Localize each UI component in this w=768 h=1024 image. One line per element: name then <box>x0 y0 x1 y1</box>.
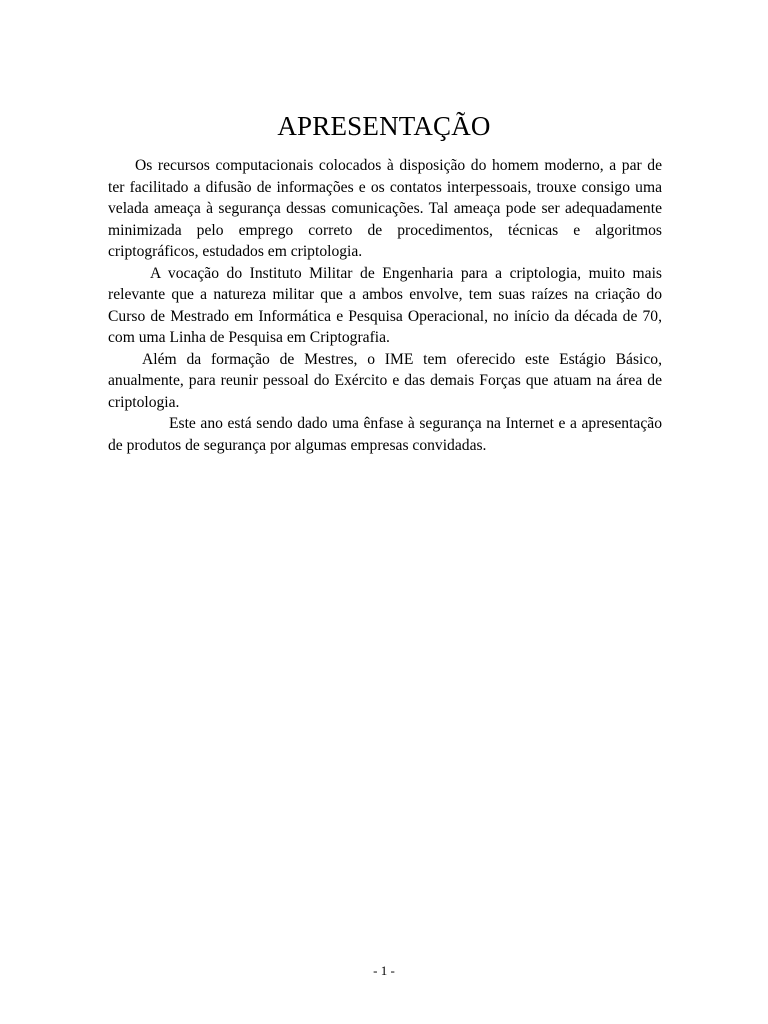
paragraph-1: Os recursos computacionais colocados à disposição do homem moderno, a par de ter facilitado a difusão de informações e os contatos interpessoais, trouxe consigo uma velada ameaça à segurança dessas comunicações. Tal ameaça pode ser adequadamente minimizada pelo emprego correto de procedimentos, técnicas e algoritmos criptográficos, estudados em criptologia. <box>108 157 662 260</box>
paragraph-3: Além da formação de Mestres, o IME tem oferecido este Estágio Básico, anualmente, para reunir pessoal do Exército e das demais Forças que atuam na área de criptologia. <box>108 350 662 411</box>
paragraph-2: A vocação do Instituto Militar de Engenharia para a criptologia, muito mais relevante que a natureza militar que a ambos envolve, tem suas raízes na criação do Curso de Mestrado em Informática e Pesquisa Operacional, no início da década de 70, com uma Linha de Pesquisa em Criptografia. <box>108 264 662 346</box>
document-body <box>108 155 662 456</box>
paragraph-4: Este ano está sendo dado uma ênfase à segurança na Internet e a apresentação de produtos de segurança por algumas empresas convidadas. <box>108 415 662 454</box>
page-title: APRESENTAÇÃO <box>277 111 491 142</box>
page-number: - 1 - <box>373 963 395 978</box>
